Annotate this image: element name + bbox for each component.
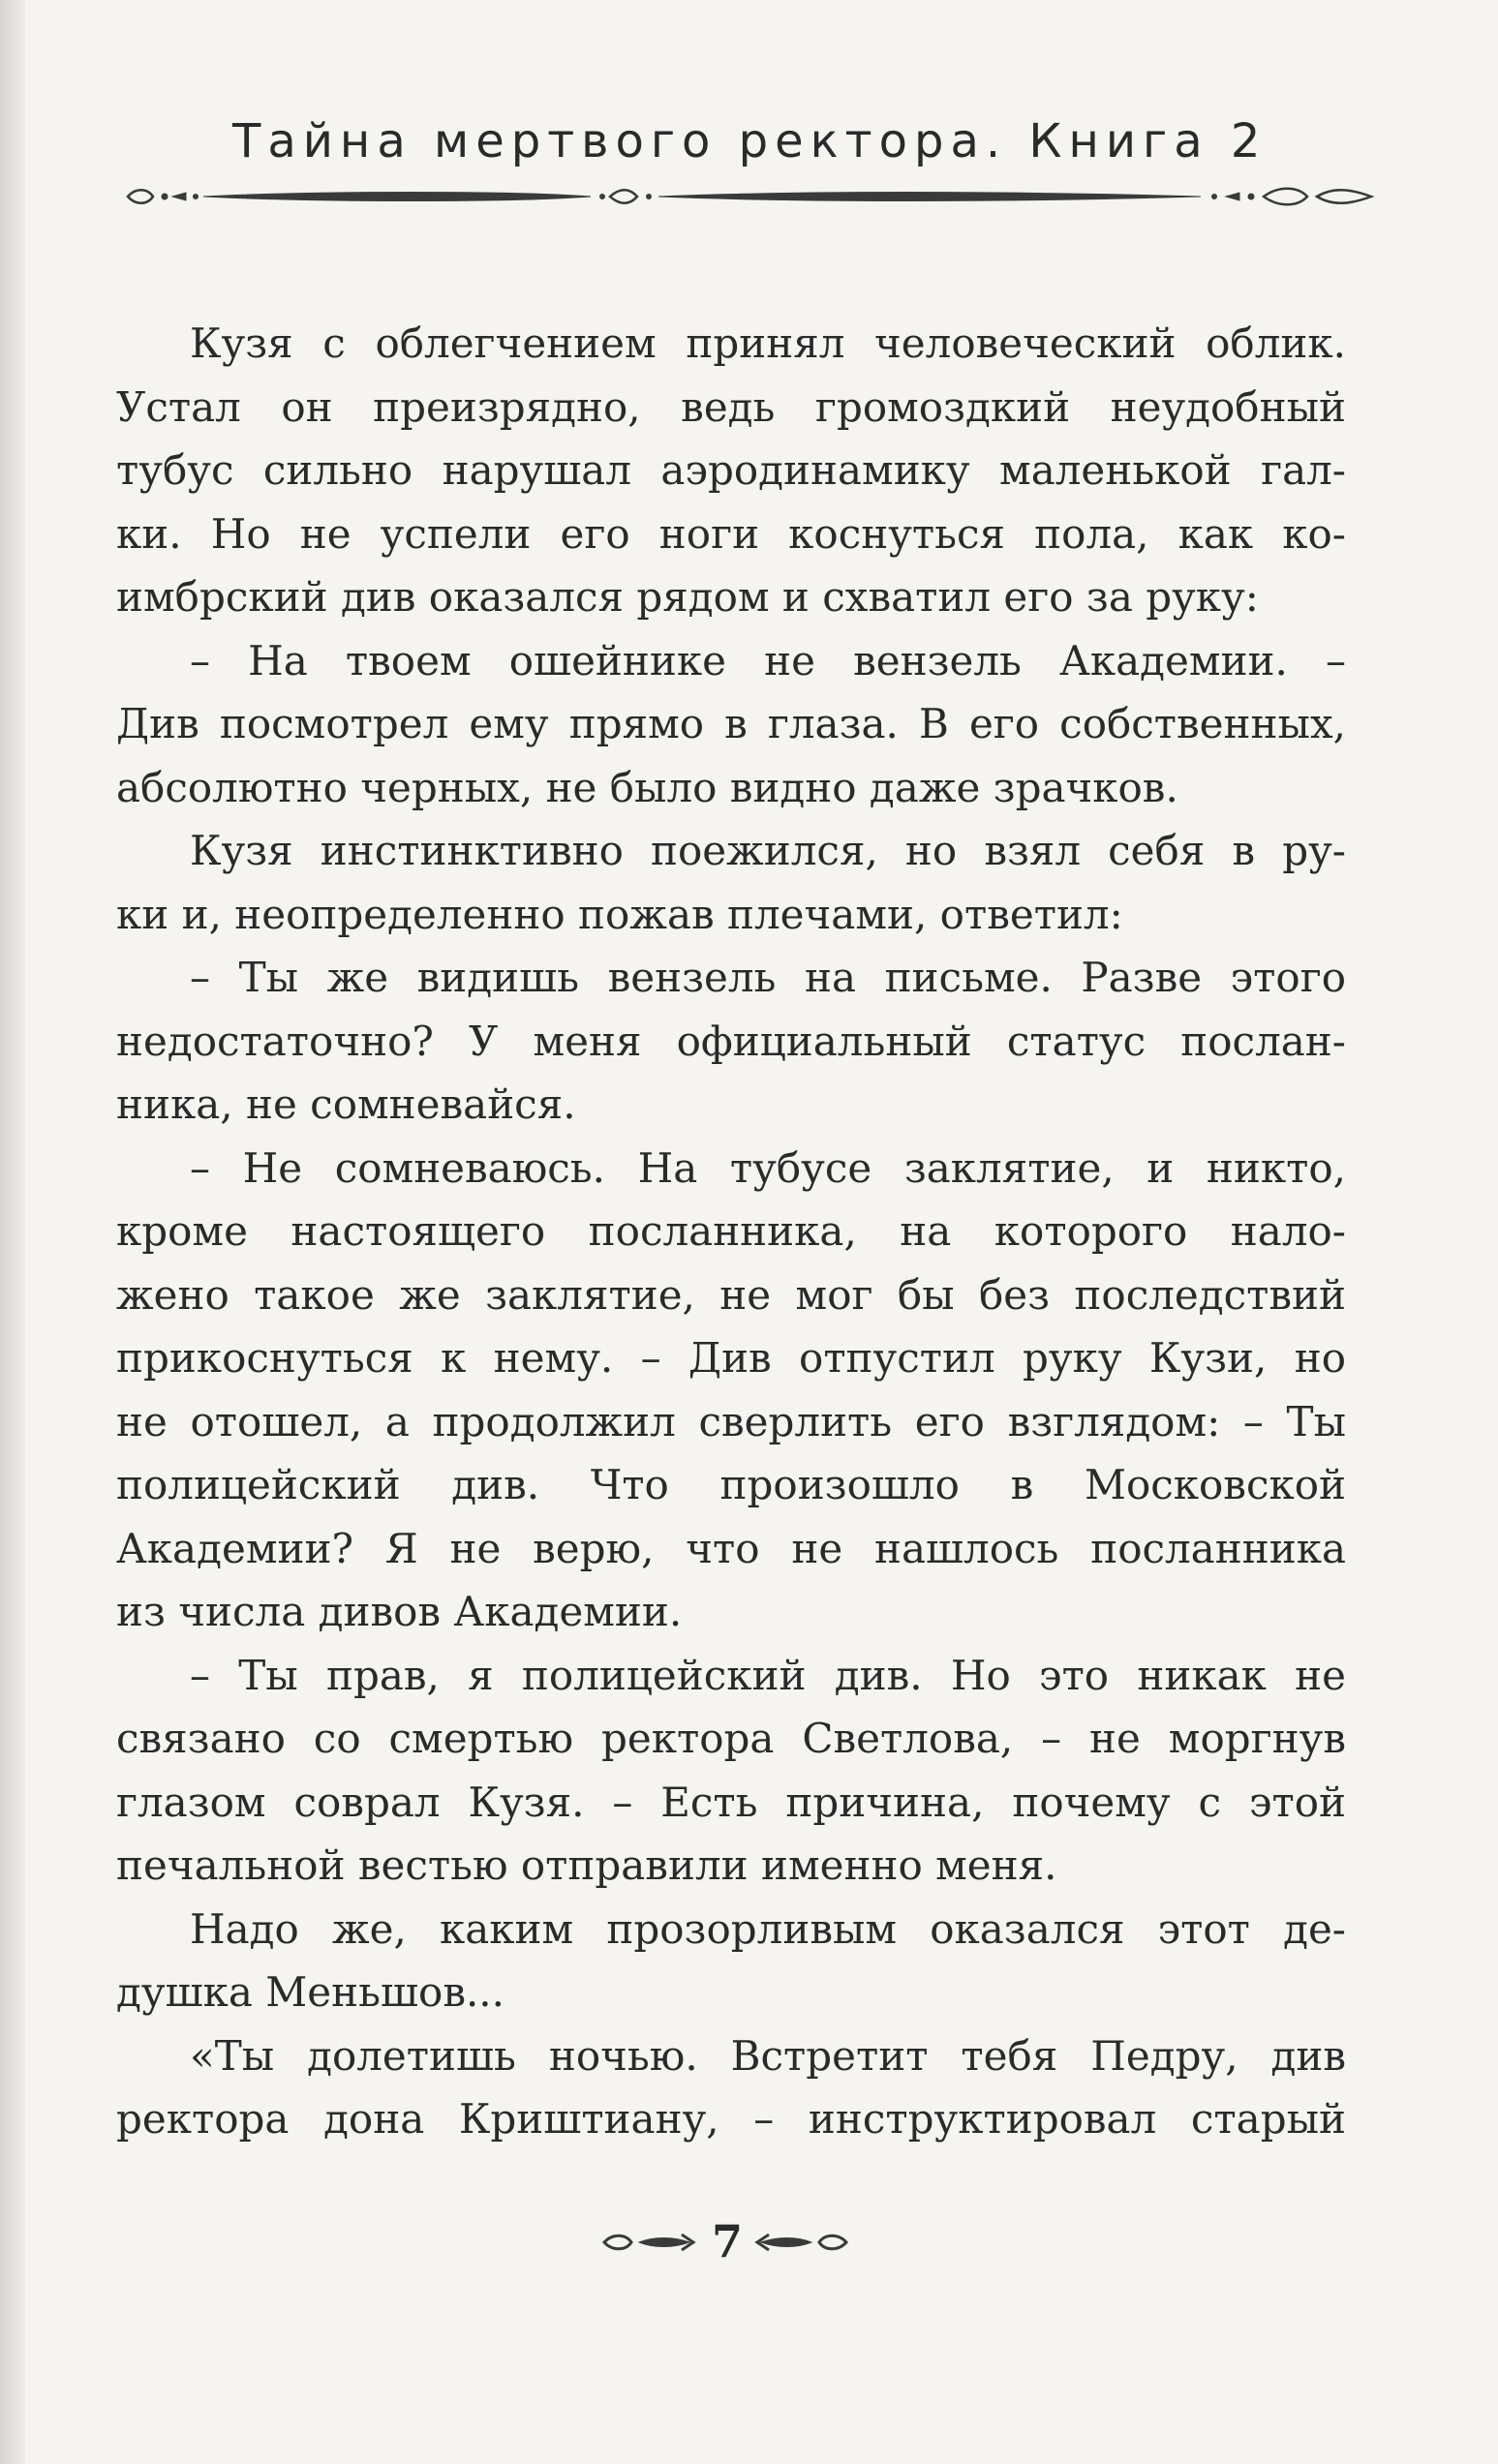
text-line: связано со смертью ректора Светлова, – не моргнув — [116, 1715, 1346, 1762]
text-line: недостаточно? У меня официальный статус послан- — [116, 1017, 1346, 1065]
text-line: ректора дона Криштиану, – инструктировал старый — [116, 2095, 1346, 2143]
text-line: печальной вестью отправили именно меня. — [116, 1841, 1057, 1889]
page-edge — [0, 0, 25, 2464]
text-line: ки и, неопределенно пожав плечами, ответил: — [116, 890, 1123, 938]
footer-ornament-left — [600, 2231, 697, 2254]
text-line: – Не сомневаюсь. На тубусе заклятие, и никто, — [190, 1143, 1346, 1192]
text-line: Кузя инстинктивно поежился, но взял себя в ру- — [190, 827, 1346, 874]
text-line: прикоснуться к нему. – Див отпустил руку Кузи, но — [116, 1334, 1346, 1382]
text-line: – Ты прав, я полицейский див. Но это никак не — [190, 1651, 1346, 1699]
text-line: – Ты же видишь вензель на письме. Разве этого — [190, 954, 1346, 1001]
text-line: Устал он преизрядно, ведь громоздкий неудобный — [116, 382, 1346, 431]
text-line: – На твоем ошейнике не вензель Академии. – — [190, 636, 1346, 684]
footer-ornament-right — [753, 2231, 850, 2254]
text-line: глазом соврал Кузя. – Есть причина, почему с этой — [116, 1778, 1346, 1826]
header-ornament — [126, 182, 1375, 211]
body-text — [116, 312, 1346, 2151]
text-line: Кузя с облегчением принял человеческий облик. — [190, 319, 1346, 367]
text-line: полицейский див. Что произошло в Московской — [116, 1461, 1346, 1508]
text-line: Див посмотрел ему прямо в глаза. В его собственных, — [116, 700, 1346, 747]
text-line: имбрский див оказался рядом и схватил его за руку: — [116, 573, 1259, 621]
text-line: из числа дивов Академии. — [116, 1588, 683, 1635]
text-line: тубус сильно нарушал аэродинамику маленькой гал- — [116, 446, 1346, 494]
page-number: 7 — [712, 2215, 744, 2267]
page-footer — [581, 2213, 871, 2271]
text-line: душка Меньшов... — [116, 1968, 505, 2016]
text-line: кроме настоящего посланника, на которого нало- — [116, 1207, 1346, 1255]
text-line: «Ты долетишь ночью. Встретит тебя Педру, див — [190, 2031, 1346, 2080]
text-line: Академии? Я не верю, что не нашлось посланника — [116, 1524, 1346, 1572]
text-line: абсолютно черных, не было видно даже зрачков. — [116, 763, 1178, 811]
text-line: жено такое же заклятие, не мог бы без последствий — [116, 1270, 1346, 1319]
text-line: Надо же, каким прозорливым оказался этот де- — [190, 1904, 1346, 1953]
running-header-title: Тайна мертвого ректора. Книга 2 — [232, 114, 1268, 168]
text-line: не отошел, а продолжил сверлить его взглядом: – Ты — [116, 1397, 1346, 1445]
text-line: ки. Но не успели его ноги коснуться пола, как ко- — [116, 509, 1346, 558]
text-line: ника, не сомневайся. — [116, 1080, 576, 1128]
